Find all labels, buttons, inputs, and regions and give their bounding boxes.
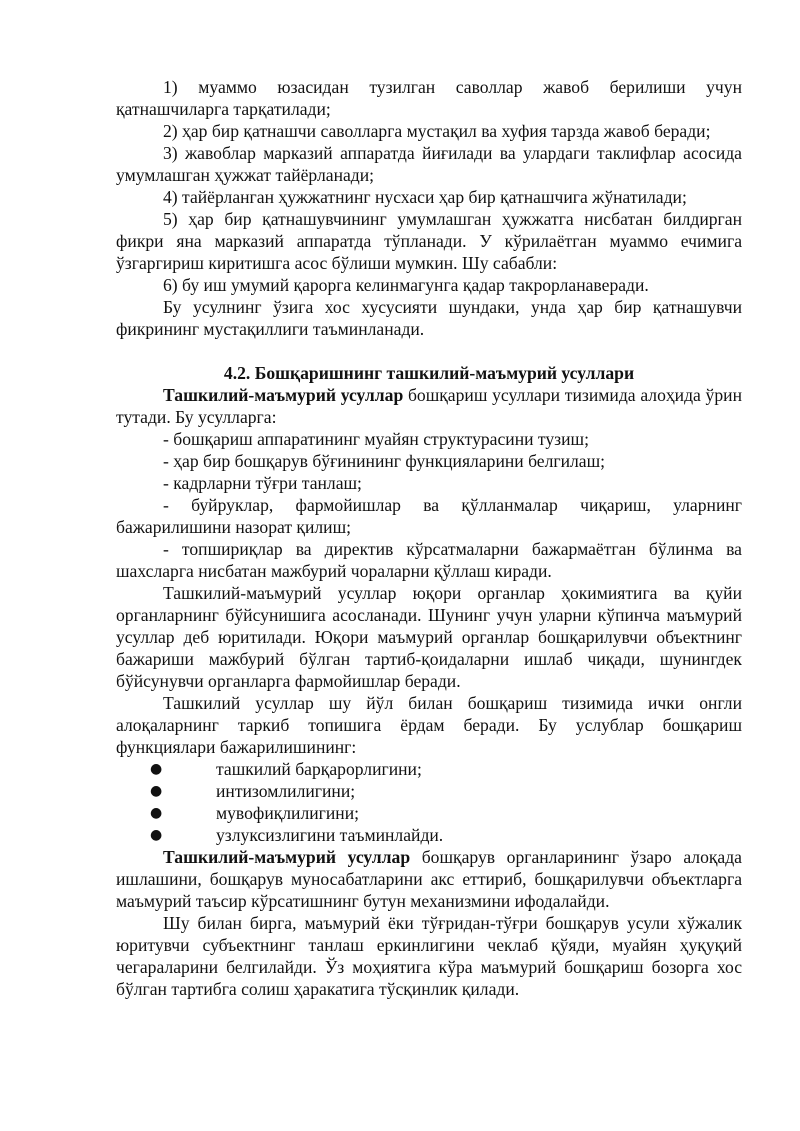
intro-conclusion: Бу усулнинг ўзига хос хусусияти шундаки, унда ҳар бир қатнашувчи фикрининг мустақиллиги таъминланади. [116, 297, 742, 339]
bullet-icon: ● [150, 761, 163, 777]
step-3: 3) жавоблар марказий аппаратда йиғилади ва улардаги таклифлар асосида умумлашган ҳужжат тайёрланади; [116, 143, 742, 185]
dash-item-4: - буйруклар, фармойишлар ва қўлланмалар чиқариш, уларнинг бажарилишини назорат қилиш; [116, 495, 742, 537]
bullet-text: мувофиқлилигини; [216, 803, 360, 823]
bullet-item [116, 758, 742, 780]
paragraph-1-text: бошқариш усуллари тизимида алоҳида ўрин тутади. Бу усулларга: [116, 385, 742, 427]
paragraph-2: Ташкилий-маъмурий усуллар юқори органлар ҳокимиятига ва қуйи органларнинг бўйсунишига асосланади. Шунинг учун уларни кўпинча маъмурий усуллар деб юритилади. Юқори маъмурий органлар бошқарилувчи объектнинг бажариши мажбурий бўлган тартиб-қоидаларни ишлаб чиқади, шунингдек бўйсунувчи органларга фармойишлар беради. [116, 583, 742, 691]
bullet-list [116, 758, 742, 846]
bullet-text: интизомлилигини; [216, 781, 356, 801]
paragraph-3: Ташкилий усуллар шу йўл билан бошқариш тизимида ички онгли алоқаларнинг таркиб топишига ёрдам беради. Бу услублар бошқариш функциялари бажарилишининг: [116, 693, 742, 757]
step-4: 4) тайёрланган ҳужжатнинг нусхаси ҳар бир қатнашчига жўнатилади; [163, 187, 687, 207]
step-1: 1) муаммо юзасидан тузилган саволлар жавоб берилиши учун қатнашчиларга тарқатилади; [116, 77, 742, 119]
document-page [116, 76, 742, 1000]
dash-item-1: - бошқариш аппаратининг муайян структурасини тузиш; [163, 429, 589, 449]
bullet-text: узлуксизлигини таъминлайди. [216, 825, 444, 845]
paragraph-4-bold: Ташкилий-маъмурий усуллар [163, 847, 411, 867]
bullet-icon: ● [150, 827, 163, 843]
step-2: 2) ҳар бир қатнашчи саволларга мустақил ва хуфия тарзда жавоб беради; [163, 121, 711, 141]
dash-item-5: - топшириқлар ва директив кўрсатмаларни бажармаётган бўлинма ва шахсларга нисбатан мажбурий чораларни қўллаш киради. [116, 539, 742, 581]
step-5: 5) ҳар бир қатнашувчининг умумлашган ҳужжатга нисбатан билдирган фикри яна марказий аппаратда тўпланади. У кўрилаётган муаммо ечимига ўзгаргириш киритишга асос бўлиши мумкин. Шу сабабли: [116, 209, 742, 273]
bullet-item [116, 824, 742, 846]
paragraph-1-bold: Ташкилий-маъмурий усуллар [163, 385, 404, 405]
paragraph-1 [116, 384, 742, 428]
paragraph-5: Шу билан бирга, маъмурий ёки тўғридан-тўғри бошқарув усули хўжалик юритувчи субъектнинг танлаш еркинлигини чеклаб қўяди, муайян ҳуқуқий чегараларини белгилайди. Ўз моҳиятига кўра маъмурий бошқариш бозорга хос бўлган тартибга солиш ҳаракатига тўсқинлик қилади. [116, 913, 742, 999]
bullet-item [116, 780, 742, 802]
bullet-icon: ● [150, 783, 163, 799]
paragraph-4-text: бошқарув органларининг ўзаро алоқада ишлашини, бошқарув муносабатларини акс еттириб, бошқарилувчи объектларга маъмурий таъсир кўрсатишнинг бутун механизмини ифодалайди. [116, 847, 742, 911]
step-6: 6) бу иш умумий қарорга келинмагунга қадар такрорланаверади. [163, 275, 649, 295]
bullet-item [116, 802, 742, 824]
bullet-icon: ● [150, 805, 163, 821]
paragraph-4 [116, 846, 742, 912]
bullet-text: ташкилий барқарорлигини; [216, 759, 422, 779]
dash-item-2: - ҳар бир бошқарув бўғинининг функцияларини белгилаш; [163, 451, 606, 471]
section-heading: 4.2. Бошқаришнинг ташкилий-маъмурий усуллари [223, 363, 635, 383]
dash-item-3: - кадрларни тўғри танлаш; [163, 473, 362, 493]
